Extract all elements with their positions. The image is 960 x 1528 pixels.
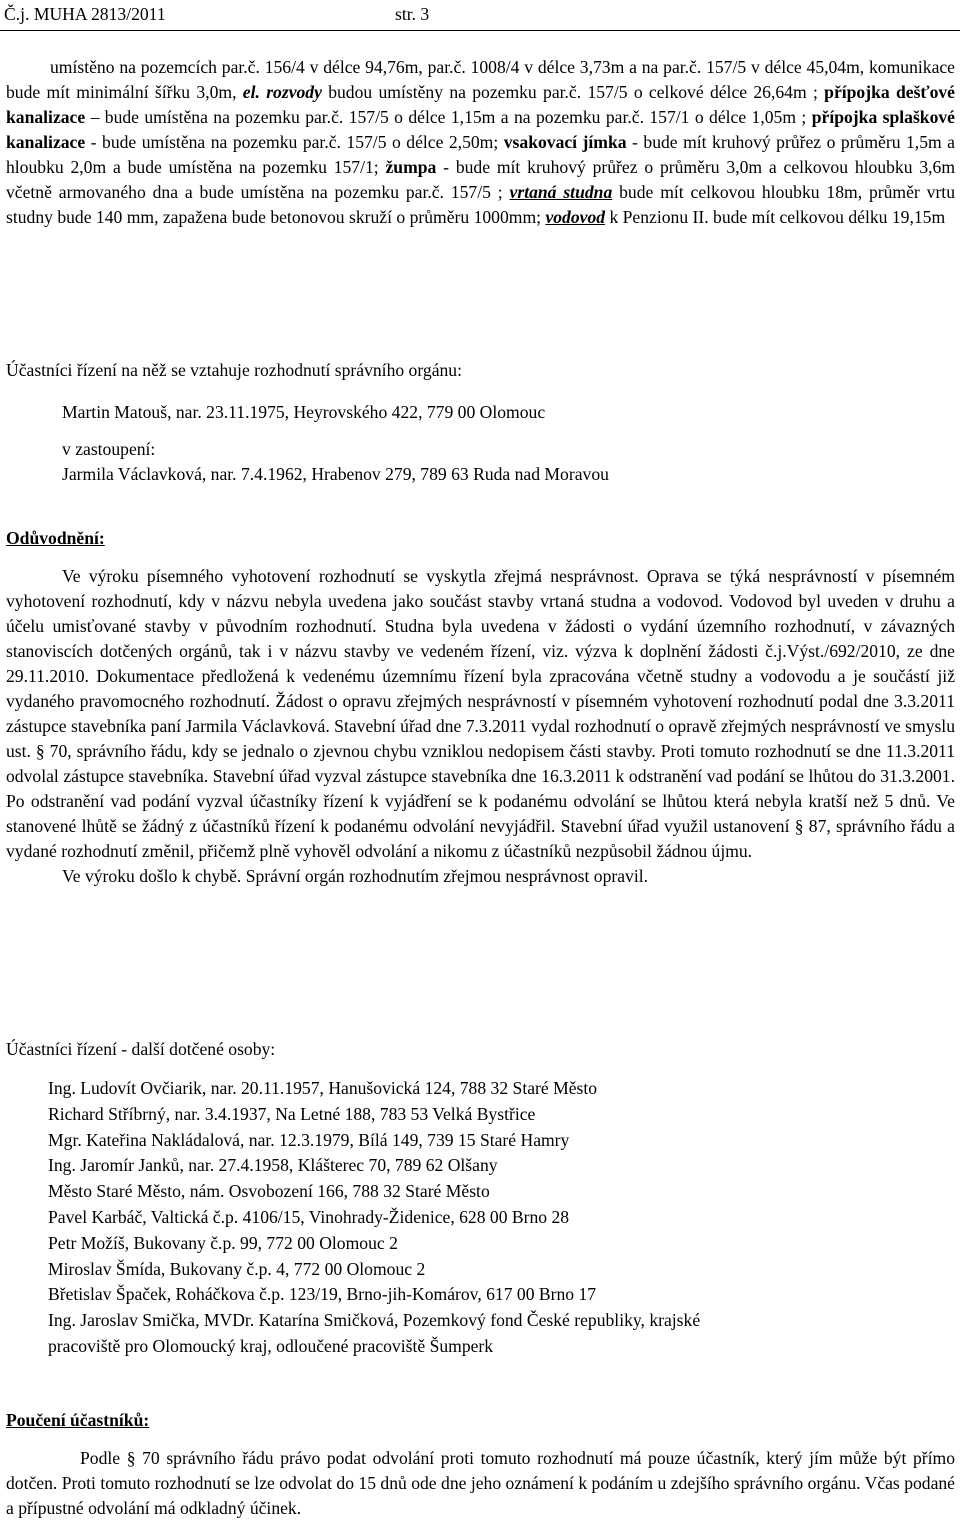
participants-heading: Účastníci řízení na něž se vztahuje rozhodnutí správního orgánu: xyxy=(6,360,462,380)
instruction-paragraph: Podle § 70 správního řádu právo podat odvolání proti tomuto rozhodnutí má pouze účastník, který jím může být přímo dotčen. Proti tomuto rozhodnutí se lze odvolat do 15 dnů ode dne jeho oznámení k podáním u zdejšího správního orgánu. Včas podané a přípustné odvolání má odkladný účinek. xyxy=(6,1448,955,1518)
document-reference: Č.j. MUHA 2813/2011 xyxy=(4,4,166,24)
rain-drain-term: přípojka dešťové kanalizace xyxy=(6,82,955,127)
list-item: Břetislav Špaček, Roháčkova č.p. 123/19, Brno-jih-Komárov, 617 00 Brno 17 xyxy=(48,1284,597,1305)
water-main-term: vodovod xyxy=(545,207,606,227)
other-participants-list xyxy=(48,1076,700,1360)
list-item: Miroslav Šmída, Bukovany č.p. 4, 772 00 Olomouc 2 xyxy=(48,1258,426,1279)
participant-line: Martin Matouš, nar. 23.11.1975, Heyrovského 422, 779 00 Olomouc xyxy=(62,402,546,422)
el-rozvody-term: el. rozvody xyxy=(242,82,322,102)
well-term: vrtaná studna xyxy=(509,182,613,202)
other-participants-heading: Účastníci řízení - další dotčené osoby: xyxy=(6,1039,276,1059)
list-item: pracoviště pro Olomoucký kraj, odloučené pracoviště Šumperk xyxy=(48,1335,494,1356)
list-item: Město Staré Město, nám. Osvobození 166, 788 32 Staré Město xyxy=(48,1181,490,1202)
cesspit-term: žumpa xyxy=(385,157,437,177)
list-item: Ing. Jaroslav Smička, MVDr. Katarína Smičková, Pozemkový fond České republiky, krajské xyxy=(48,1310,701,1331)
reasoning-paragraph: Ve výroku písemného vyhotovení rozhodnutí se vyskytla zřejmá nesprávnost. Oprava se týká nesprávností v písemném vyhotovení rozhodnutí, kdy v názvu nebyla uvedena jako součást stavby vrtaná studna a vodovod. Vodovod byl uveden v druhu a účelu umisťované stavby v původním rozhodnutí. Studna byla uvedena v žádosti o vydání územního rozhodnutí, v závazných stanoviscích dotčených orgánů, tak i v názvu stavby ve vedeném řízení, viz. výzva k doplnění žádosti č.j.Výst./692/2010, ze dne 29.11.2010. Dokumentace předložená k vedenému územnímu řízení byla zpracována včetně studny a vodovodu a je součástí již vydaného pravomocného rozhodnutí. Žádost o opravu zřejmých nesprávností v písemném vyhotovení rozhodnutí podal dne 3.3.2011 zástupce stavebníka paní Jarmila Václavková. Stavební úřad dne 7.3.2011 vydal rozhodnutí o opravě zřejmých nesprávností ve smyslu ust. § 70, správního řádu, kdy se jednalo o zjevnou chybu vzniklou nedopisem části stavby. Proti tomuto rozhodnutí se dne 11.3.2011 odvolal zástupce stavebníka. Stavební úřad vyzval zástupce stavebníka dne 16.3.2011 k odstranění vad podání se lhůtou do 31.3.2001. Po odstranění vad podání vyzval účastníky řízení k vyjádření se k podanému odvolání se lhůtou která nebyla kratší než 5 dnů. Ve stanovené lhůtě se žádný z účastníků řízení k podanému odvolání nevyjádřil. Stavební úřad využil ustanovení § 87, správního řádu a vydané rozhodnutí změnil, přičemž plně vyhověl odvolání a nikomu z účastníků nezpůsobil žádnou újmu. Ve výroku došlo k chybě. Správní orgán rozhodnutím zřejmou nesprávnost opravil. xyxy=(6,564,955,889)
intro-paragraph: umístěno na pozemcích par.č. 156/4 v délce 94,76m, par.č. 1008/4 v délce 3,73m a na par.č. 157/5 v délce 45,04m, komunikace bude mít minimální šířku 3,0m, el. rozvody budou umístěny na pozemku par.č. 157/5 o celkové délce 26,64m ; přípojka dešťové kanalizace – bude umístěna na pozemku par.č. 157/5 o délce 1,15m a na pozemku par.č. 157/1 o délce 1,05m ; přípojka splaškové kanalizace - bude umístěna na pozemku par.č. 157/5 o délce 2,50m; vsakovací jímka - bude mít kruhový průřez o průměru 1,5m a hloubku 2,0m a bude umístěna na pozemku 157/1; žumpa - bude mít kruhový průřez o průměru 3,0m a celkovou hloubku 3,6m včetně armovaného dna a bude umístěna na pozemku par.č. 157/5 ; vrtaná studna bude mít celkovou hloubku 18m, průměr vrtu studny bude 140 mm, zapažena bude betonovou skruží o průměru 1000mm; vodovod k Penzionu II. bude mít celkovou délku 19,15m xyxy=(6,57,955,227)
list-item: Richard Stříbrný, nar. 3.4.1937, Na Letné 188, 783 53 Velká Bystřice xyxy=(48,1103,536,1124)
list-item: Petr Možíš, Bukovany č.p. 99, 772 00 Olomouc 2 xyxy=(48,1232,398,1253)
list-item: Mgr. Kateřina Nakládalová, nar. 12.3.1979, Bílá 149, 739 15 Staré Hamry xyxy=(48,1129,570,1150)
participants-list xyxy=(62,400,609,487)
participant-line: Jarmila Václavková, nar. 7.4.1962, Hrabenov 279, 789 63 Ruda nad Moravou xyxy=(62,464,609,484)
reasoning-conclusion: Ve výroku došlo k chybě. Správní orgán rozhodnutím zřejmou nesprávnost opravil. xyxy=(62,866,649,886)
list-item: Ing. Jaromír Janků, nar. 27.4.1958, Klášterec 70, 789 62 Olšany xyxy=(48,1155,498,1176)
page-number: str. 3 xyxy=(395,4,430,24)
list-item: Pavel Karbáč, Valtická č.p. 4106/15, Vinohrady-Židenice, 628 00 Brno 28 xyxy=(48,1206,570,1227)
soakaway-term: vsakovací jímka xyxy=(503,132,627,152)
list-item: Ing. Ludovít Ovčiarik, nar. 20.11.1957, Hanušovická 124, 788 32 Staré Město xyxy=(48,1078,598,1098)
sewer-term: přípojka splaškové kanalizace xyxy=(6,107,955,152)
header-divider xyxy=(0,30,960,31)
reasoning-heading: Odůvodnění: xyxy=(6,528,105,548)
instruction-heading: Poučení účastníků: xyxy=(6,1410,150,1430)
participant-line: v zastoupení: xyxy=(62,439,156,459)
